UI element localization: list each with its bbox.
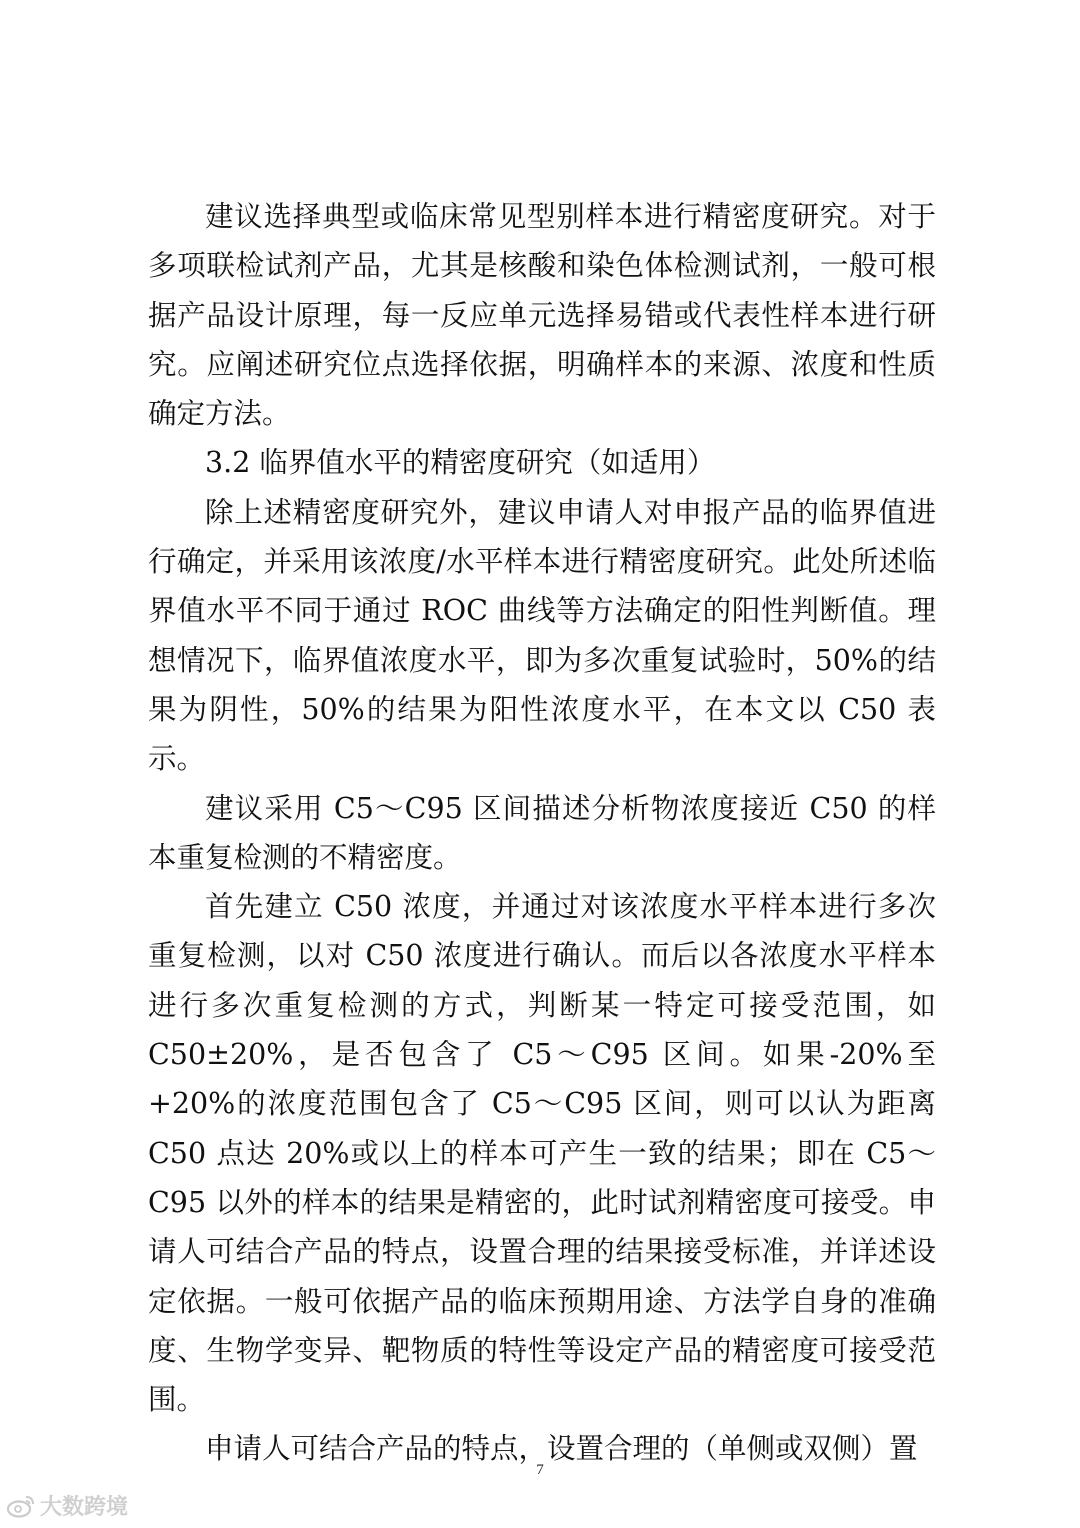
paragraph-acceptance-criteria: 申请人可结合产品的特点，设置合理的（单侧或双侧）置 bbox=[205, 1432, 918, 1466]
section-heading-3-2: 3.2 临界值水平的精密度研究（如适用） bbox=[205, 446, 716, 480]
paragraph-cutoff-definition: 除上述精密度研究外，建议申请人对申报产品的临界值进行确定，并采用该浓度/水平样本进行精密度研究。此处所述临界值水平不同于通过 ROC 曲线等方法确定的阳性判断值。理想情况下，临界值浓度水平，即为多次重复试验时，50%的结果为阴性，50%的结果为阳性浓度水平，在本文以 C50 表示。 bbox=[148, 495, 936, 776]
paragraph-c5-c95-interval: 建议采用 C5～C95 区间描述分析物浓度接近 C50 的样本重复检测的不精密度。 bbox=[148, 791, 936, 874]
watermark bbox=[6, 1490, 128, 1521]
paragraph-sample-selection: 建议选择典型或临床常见型别样本进行精密度研究。对于多项联检试剂产品，尤其是核酸和染色体检测试剂，一般可根据产品设计原理，每一反应单元选择易错或代表性样本进行研究。应阐述研究位点选择依据，明确样本的来源、浓度和性质确定方法。 bbox=[148, 200, 936, 431]
watermark-text: 大数跨境 bbox=[40, 1495, 129, 1520]
paragraph-c50-procedure: 首先建立 C50 浓度，并通过对该浓度水平样本进行多次重复检测，以对 C50 浓度进行确认。而后以各浓度水平样本进行多次重复检测的方式，判断某一特定可接受范围，如 C50±20%，是否包含了 C5～C95 区间。如果-20%至+20%的浓度范围包含了 C5～C95 区间，则可以认为距离 C50 点达 20%或以上的样本可产生一致的结果；即在 C5～C95 以外的样本的结果是精密的，此时试剂精密度可接受。申请人可结合产品的特点，设置合理的结果接受标准，并详述设定依据。一般可依据产品的临床预期用途、方法学自身的准确度、生物学变异、靶物质的特性等设定产品的精密度可接受范围。 bbox=[148, 890, 936, 1417]
weibo-logo-icon bbox=[6, 1494, 36, 1518]
document-body bbox=[148, 192, 936, 1474]
page-number: 7 bbox=[536, 1462, 544, 1478]
